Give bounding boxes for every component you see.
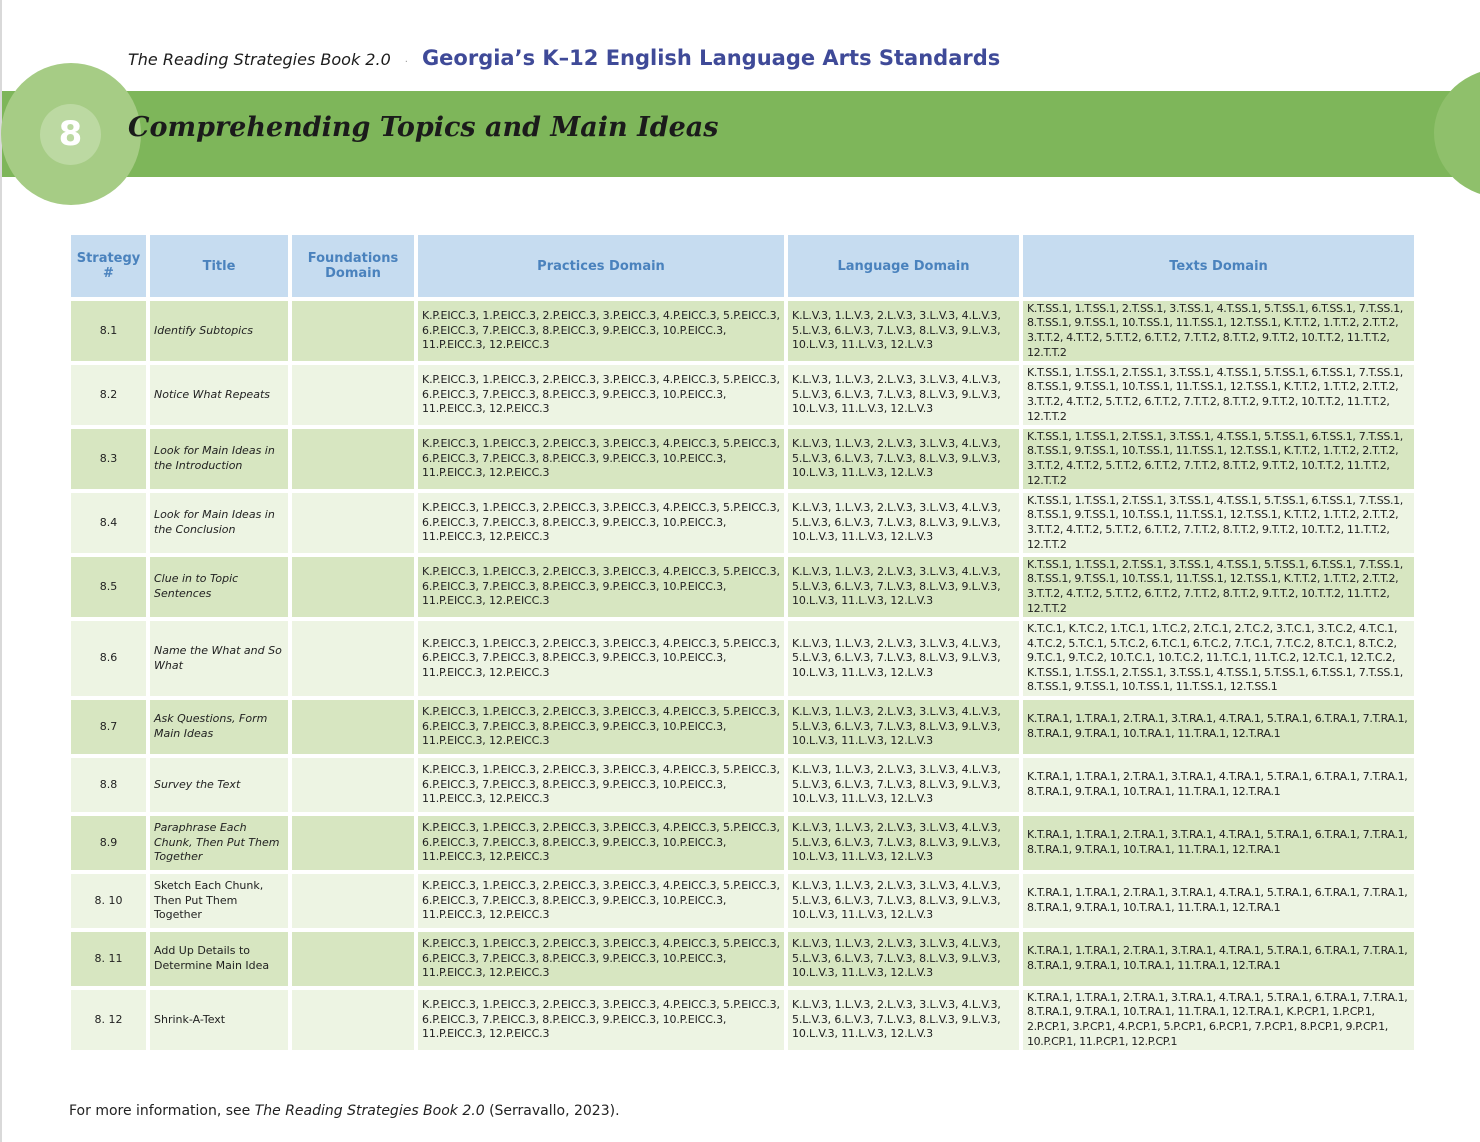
practices-cell: K.P.EICC.3, 1.P.EICC.3, 2.P.EICC.3, 3.P.EICC.3, 4.P.EICC.3, 5.P.EICC.3, 6.P.EICC.3, 7.P.EICC.3, 8.P.EICC.3, 9.P.EICC.3, 10.P.EICC.3, 11.P.EICC.3, 12.P.EICC.3 (418, 301, 784, 361)
header-separator: · (404, 57, 408, 68)
col-header-texts: Texts Domain (1023, 235, 1414, 297)
strategy-number-cell: 8.1 (71, 301, 146, 361)
strategy-title-cell: Look for Main Ideas in the Introduction (150, 429, 288, 489)
language-cell: K.L.V.3, 1.L.V.3, 2.L.V.3, 3.L.V.3, 4.L.V.3, 5.L.V.3, 6.L.V.3, 7.L.V.3, 8.L.V.3, 9.L.V.3, 10.L.V.3, 11.L.V.3, 12.L.V.3 (788, 990, 1019, 1050)
strategy-number-cell: 8.2 (71, 365, 146, 425)
col-header-foundations: Foundations Domain (292, 235, 414, 297)
table-row (71, 301, 1414, 361)
practices-cell: K.P.EICC.3, 1.P.EICC.3, 2.P.EICC.3, 3.P.EICC.3, 4.P.EICC.3, 5.P.EICC.3, 6.P.EICC.3, 7.P.EICC.3, 8.P.EICC.3, 9.P.EICC.3, 10.P.EICC.3, 11.P.EICC.3, 12.P.EICC.3 (418, 700, 784, 754)
foundations-cell (292, 365, 414, 425)
texts-cell: K.T.C.1, K.T.C.2, 1.T.C.1, 1.T.C.2, 2.T.C.1, 2.T.C.2, 3.T.C.1, 3.T.C.2, 4.T.C.1, 4.T.C.2, 5.T.C.1, 5.T.C.2, 6.T.C.1, 6.T.C.2, 7.T.C.1, 7.T.C.2, 8.T.C.1, 8.T.C.2, 9.T.C.1, 9.T.C.2, 10.T.C.1, 10.T.C.2, 11.T.C.1, 11.T.C.2, 12.T.C.1, 12.T.C.2, K.T.SS.1, 1.T.SS.1, 2.T.SS.1, 3.T.SS.1, 4.T.SS.1, 5.T.SS.1, 6.T.SS.1, 7.T.SS.1, 8.T.SS.1, 9.T.SS.1, 10.T.SS.1, 11.T.SS.1, 12.T.SS.1 (1023, 621, 1414, 696)
practices-cell: K.P.EICC.3, 1.P.EICC.3, 2.P.EICC.3, 3.P.EICC.3, 4.P.EICC.3, 5.P.EICC.3, 6.P.EICC.3, 7.P.EICC.3, 8.P.EICC.3, 9.P.EICC.3, 10.P.EICC.3, 11.P.EICC.3, 12.P.EICC.3 (418, 816, 784, 870)
practices-cell: K.P.EICC.3, 1.P.EICC.3, 2.P.EICC.3, 3.P.EICC.3, 4.P.EICC.3, 5.P.EICC.3, 6.P.EICC.3, 7.P.EICC.3, 8.P.EICC.3, 9.P.EICC.3, 10.P.EICC.3, 11.P.EICC.3, 12.P.EICC.3 (418, 932, 784, 986)
strategy-number-cell: 8.8 (71, 758, 146, 812)
strategy-title-cell: Add Up Details to Determine Main Idea (150, 932, 288, 986)
language-cell: K.L.V.3, 1.L.V.3, 2.L.V.3, 3.L.V.3, 4.L.V.3, 5.L.V.3, 6.L.V.3, 7.L.V.3, 8.L.V.3, 9.L.V.3, 10.L.V.3, 11.L.V.3, 12.L.V.3 (788, 932, 1019, 986)
footer-prefix: For more information, see (69, 1103, 255, 1119)
strategy-title-cell: Name the What and So What (150, 621, 288, 696)
language-cell: K.L.V.3, 1.L.V.3, 2.L.V.3, 3.L.V.3, 4.L.V.3, 5.L.V.3, 6.L.V.3, 7.L.V.3, 8.L.V.3, 9.L.V.3, 10.L.V.3, 11.L.V.3, 12.L.V.3 (788, 493, 1019, 553)
strategy-number-cell: 8. 12 (71, 990, 146, 1050)
strategy-number-cell: 8.7 (71, 700, 146, 754)
practices-cell: K.P.EICC.3, 1.P.EICC.3, 2.P.EICC.3, 3.P.EICC.3, 4.P.EICC.3, 5.P.EICC.3, 6.P.EICC.3, 7.P.EICC.3, 8.P.EICC.3, 9.P.EICC.3, 10.P.EICC.3, 11.P.EICC.3, 12.P.EICC.3 (418, 874, 784, 928)
chapter-title: Comprehending Topics and Main Ideas (128, 112, 719, 143)
col-header-strategy: Strategy # (71, 235, 146, 297)
language-cell: K.L.V.3, 1.L.V.3, 2.L.V.3, 3.L.V.3, 4.L.V.3, 5.L.V.3, 6.L.V.3, 7.L.V.3, 8.L.V.3, 9.L.V.3, 10.L.V.3, 11.L.V.3, 12.L.V.3 (788, 621, 1019, 696)
language-cell: K.L.V.3, 1.L.V.3, 2.L.V.3, 3.L.V.3, 4.L.V.3, 5.L.V.3, 6.L.V.3, 7.L.V.3, 8.L.V.3, 9.L.V.3, 10.L.V.3, 11.L.V.3, 12.L.V.3 (788, 816, 1019, 870)
strategy-title-cell: Shrink-A-Text (150, 990, 288, 1050)
foundations-cell (292, 301, 414, 361)
texts-cell: K.T.SS.1, 1.T.SS.1, 2.T.SS.1, 3.T.SS.1, 4.T.SS.1, 5.T.SS.1, 6.T.SS.1, 7.T.SS.1, 8.T.SS.1, 9.T.SS.1, 10.T.SS.1, 11.T.SS.1, 12.T.SS.1, K.T.T.2, 1.T.T.2, 2.T.T.2, 3.T.T.2, 4.T.T.2, 5.T.T.2, 6.T.T.2, 7.T.T.2, 8.T.T.2, 9.T.T.2, 10.T.T.2, 11.T.T.2, 12.T.T.2 (1023, 365, 1414, 425)
chapter-number: 8 (58, 114, 83, 154)
strategy-number-cell: 8.6 (71, 621, 146, 696)
standards-title: Georgia’s K–12 English Language Arts Standards (421, 46, 1001, 70)
table-row (71, 758, 1414, 812)
texts-cell: K.T.RA.1, 1.T.RA.1, 2.T.RA.1, 3.T.RA.1, 4.T.RA.1, 5.T.RA.1, 6.T.RA.1, 7.T.RA.1, 8.T.RA.1, 9.T.RA.1, 10.T.RA.1, 11.T.RA.1, 12.T.RA.1 (1023, 932, 1414, 986)
practices-cell: K.P.EICC.3, 1.P.EICC.3, 2.P.EICC.3, 3.P.EICC.3, 4.P.EICC.3, 5.P.EICC.3, 6.P.EICC.3, 7.P.EICC.3, 8.P.EICC.3, 9.P.EICC.3, 10.P.EICC.3, 11.P.EICC.3, 12.P.EICC.3 (418, 493, 784, 553)
decorative-circle-right (1434, 68, 1480, 198)
strategy-title-cell: Identify Subtopics (150, 301, 288, 361)
language-cell: K.L.V.3, 1.L.V.3, 2.L.V.3, 3.L.V.3, 4.L.V.3, 5.L.V.3, 6.L.V.3, 7.L.V.3, 8.L.V.3, 9.L.V.3, 10.L.V.3, 11.L.V.3, 12.L.V.3 (788, 365, 1019, 425)
foundations-cell (292, 990, 414, 1050)
language-cell: K.L.V.3, 1.L.V.3, 2.L.V.3, 3.L.V.3, 4.L.V.3, 5.L.V.3, 6.L.V.3, 7.L.V.3, 8.L.V.3, 9.L.V.3, 10.L.V.3, 11.L.V.3, 12.L.V.3 (788, 758, 1019, 812)
strategy-title-cell: Notice What Repeats (150, 365, 288, 425)
strategy-number-cell: 8. 10 (71, 874, 146, 928)
practices-cell: K.P.EICC.3, 1.P.EICC.3, 2.P.EICC.3, 3.P.EICC.3, 4.P.EICC.3, 5.P.EICC.3, 6.P.EICC.3, 7.P.EICC.3, 8.P.EICC.3, 9.P.EICC.3, 10.P.EICC.3, 11.P.EICC.3, 12.P.EICC.3 (418, 557, 784, 617)
strategy-number-cell: 8. 11 (71, 932, 146, 986)
practices-cell: K.P.EICC.3, 1.P.EICC.3, 2.P.EICC.3, 3.P.EICC.3, 4.P.EICC.3, 5.P.EICC.3, 6.P.EICC.3, 7.P.EICC.3, 8.P.EICC.3, 9.P.EICC.3, 10.P.EICC.3, 11.P.EICC.3, 12.P.EICC.3 (418, 365, 784, 425)
foundations-cell (292, 932, 414, 986)
col-header-language: Language Domain (788, 235, 1019, 297)
strategy-title-cell: Paraphrase Each Chunk, Then Put Them Together (150, 816, 288, 870)
footer-book-title: The Reading Strategies Book 2.0 (254, 1103, 485, 1119)
texts-cell: K.T.RA.1, 1.T.RA.1, 2.T.RA.1, 3.T.RA.1, 4.T.RA.1, 5.T.RA.1, 6.T.RA.1, 7.T.RA.1, 8.T.RA.1, 9.T.RA.1, 10.T.RA.1, 11.T.RA.1, 12.T.RA.1 (1023, 816, 1414, 870)
footer-note (69, 1103, 620, 1119)
foundations-cell (292, 874, 414, 928)
texts-cell: K.T.SS.1, 1.T.SS.1, 2.T.SS.1, 3.T.SS.1, 4.T.SS.1, 5.T.SS.1, 6.T.SS.1, 7.T.SS.1, 8.T.SS.1, 9.T.SS.1, 10.T.SS.1, 11.T.SS.1, 12.T.SS.1, K.T.T.2, 1.T.T.2, 2.T.T.2, 3.T.T.2, 4.T.T.2, 5.T.T.2, 6.T.T.2, 7.T.T.2, 8.T.T.2, 9.T.T.2, 10.T.T.2, 11.T.T.2, 12.T.T.2 (1023, 301, 1414, 361)
col-header-practices: Practices Domain (418, 235, 784, 297)
strategy-number-cell: 8.4 (71, 493, 146, 553)
texts-cell: K.T.RA.1, 1.T.RA.1, 2.T.RA.1, 3.T.RA.1, 4.T.RA.1, 5.T.RA.1, 6.T.RA.1, 7.T.RA.1, 8.T.RA.1, 9.T.RA.1, 10.T.RA.1, 11.T.RA.1, 12.T.RA.1 (1023, 874, 1414, 928)
language-cell: K.L.V.3, 1.L.V.3, 2.L.V.3, 3.L.V.3, 4.L.V.3, 5.L.V.3, 6.L.V.3, 7.L.V.3, 8.L.V.3, 9.L.V.3, 10.L.V.3, 11.L.V.3, 12.L.V.3 (788, 429, 1019, 489)
texts-cell: K.T.RA.1, 1.T.RA.1, 2.T.RA.1, 3.T.RA.1, 4.T.RA.1, 5.T.RA.1, 6.T.RA.1, 7.T.RA.1, 8.T.RA.1, 9.T.RA.1, 10.T.RA.1, 11.T.RA.1, 12.T.RA.1 (1023, 758, 1414, 812)
col-header-title: Title (150, 235, 288, 297)
foundations-cell (292, 816, 414, 870)
practices-cell: K.P.EICC.3, 1.P.EICC.3, 2.P.EICC.3, 3.P.EICC.3, 4.P.EICC.3, 5.P.EICC.3, 6.P.EICC.3, 7.P.EICC.3, 8.P.EICC.3, 9.P.EICC.3, 10.P.EICC.3, 11.P.EICC.3, 12.P.EICC.3 (418, 758, 784, 812)
table-row (71, 932, 1414, 986)
language-cell: K.L.V.3, 1.L.V.3, 2.L.V.3, 3.L.V.3, 4.L.V.3, 5.L.V.3, 6.L.V.3, 7.L.V.3, 8.L.V.3, 9.L.V.3, 10.L.V.3, 11.L.V.3, 12.L.V.3 (788, 874, 1019, 928)
table-row (71, 990, 1414, 1050)
foundations-cell (292, 621, 414, 696)
strategy-number-cell: 8.3 (71, 429, 146, 489)
language-cell: K.L.V.3, 1.L.V.3, 2.L.V.3, 3.L.V.3, 4.L.V.3, 5.L.V.3, 6.L.V.3, 7.L.V.3, 8.L.V.3, 9.L.V.3, 10.L.V.3, 11.L.V.3, 12.L.V.3 (788, 301, 1019, 361)
texts-cell: K.T.RA.1, 1.T.RA.1, 2.T.RA.1, 3.T.RA.1, 4.T.RA.1, 5.T.RA.1, 6.T.RA.1, 7.T.RA.1, 8.T.RA.1, 9.T.RA.1, 10.T.RA.1, 11.T.RA.1, 12.T.RA.1 (1023, 700, 1414, 754)
table-row (71, 365, 1414, 425)
book-title: The Reading Strategies Book 2.0 (128, 50, 391, 69)
foundations-cell (292, 493, 414, 553)
foundations-cell (292, 557, 414, 617)
strategy-title-cell: Clue in to Topic Sentences (150, 557, 288, 617)
foundations-cell (292, 758, 414, 812)
texts-cell: K.T.RA.1, 1.T.RA.1, 2.T.RA.1, 3.T.RA.1, 4.T.RA.1, 5.T.RA.1, 6.T.RA.1, 7.T.RA.1, 8.T.RA.1, 9.T.RA.1, 10.T.RA.1, 11.T.RA.1, 12.T.RA.1, K.P.CP.1, 1.P.CP.1, 2.P.CP.1, 3.P.CP.1, 4.P.CP.1, 5.P.CP.1, 6.P.CP.1, 7.P.CP.1, 8.P.CP.1, 9.P.CP.1, 10.P.CP.1, 11.P.CP.1, 12.P.CP.1 (1023, 990, 1414, 1050)
footer-suffix: (Serravallo, 2023). (484, 1103, 620, 1119)
foundations-cell (292, 429, 414, 489)
table-row (71, 429, 1414, 489)
strategy-title-cell: Look for Main Ideas in the Conclusion (150, 493, 288, 553)
standards-table (67, 231, 1418, 1054)
practices-cell: K.P.EICC.3, 1.P.EICC.3, 2.P.EICC.3, 3.P.EICC.3, 4.P.EICC.3, 5.P.EICC.3, 6.P.EICC.3, 7.P.EICC.3, 8.P.EICC.3, 9.P.EICC.3, 10.P.EICC.3, 11.P.EICC.3, 12.P.EICC.3 (418, 990, 784, 1050)
table-row (71, 493, 1414, 553)
table-row (71, 874, 1414, 928)
texts-cell: K.T.SS.1, 1.T.SS.1, 2.T.SS.1, 3.T.SS.1, 4.T.SS.1, 5.T.SS.1, 6.T.SS.1, 7.T.SS.1, 8.T.SS.1, 9.T.SS.1, 10.T.SS.1, 11.T.SS.1, 12.T.SS.1, K.T.T.2, 1.T.T.2, 2.T.T.2, 3.T.T.2, 4.T.T.2, 5.T.T.2, 6.T.T.2, 7.T.T.2, 8.T.T.2, 9.T.T.2, 10.T.T.2, 11.T.T.2, 12.T.T.2 (1023, 429, 1414, 489)
strategy-number-cell: 8.5 (71, 557, 146, 617)
table-header-row (71, 235, 1414, 297)
table-row (71, 557, 1414, 617)
texts-cell: K.T.SS.1, 1.T.SS.1, 2.T.SS.1, 3.T.SS.1, 4.T.SS.1, 5.T.SS.1, 6.T.SS.1, 7.T.SS.1, 8.T.SS.1, 9.T.SS.1, 10.T.SS.1, 11.T.SS.1, 12.T.SS.1, K.T.T.2, 1.T.T.2, 2.T.T.2, 3.T.T.2, 4.T.T.2, 5.T.T.2, 6.T.T.2, 7.T.T.2, 8.T.T.2, 9.T.T.2, 10.T.T.2, 11.T.T.2, 12.T.T.2 (1023, 557, 1414, 617)
language-cell: K.L.V.3, 1.L.V.3, 2.L.V.3, 3.L.V.3, 4.L.V.3, 5.L.V.3, 6.L.V.3, 7.L.V.3, 8.L.V.3, 9.L.V.3, 10.L.V.3, 11.L.V.3, 12.L.V.3 (788, 700, 1019, 754)
foundations-cell (292, 700, 414, 754)
strategy-title-cell: Sketch Each Chunk, Then Put Them Together (150, 874, 288, 928)
language-cell: K.L.V.3, 1.L.V.3, 2.L.V.3, 3.L.V.3, 4.L.V.3, 5.L.V.3, 6.L.V.3, 7.L.V.3, 8.L.V.3, 9.L.V.3, 10.L.V.3, 11.L.V.3, 12.L.V.3 (788, 557, 1019, 617)
strategy-title-cell: Ask Questions, Form Main Ideas (150, 700, 288, 754)
page-header (128, 46, 1000, 76)
practices-cell: K.P.EICC.3, 1.P.EICC.3, 2.P.EICC.3, 3.P.EICC.3, 4.P.EICC.3, 5.P.EICC.3, 6.P.EICC.3, 7.P.EICC.3, 8.P.EICC.3, 9.P.EICC.3, 10.P.EICC.3, 11.P.EICC.3, 12.P.EICC.3 (418, 429, 784, 489)
strategy-title-cell: Survey the Text (150, 758, 288, 812)
practices-cell: K.P.EICC.3, 1.P.EICC.3, 2.P.EICC.3, 3.P.EICC.3, 4.P.EICC.3, 5.P.EICC.3, 6.P.EICC.3, 7.P.EICC.3, 8.P.EICC.3, 9.P.EICC.3, 10.P.EICC.3, 11.P.EICC.3, 12.P.EICC.3 (418, 621, 784, 696)
table-row (71, 816, 1414, 870)
texts-cell: K.T.SS.1, 1.T.SS.1, 2.T.SS.1, 3.T.SS.1, 4.T.SS.1, 5.T.SS.1, 6.T.SS.1, 7.T.SS.1, 8.T.SS.1, 9.T.SS.1, 10.T.SS.1, 11.T.SS.1, 12.T.SS.1, K.T.T.2, 1.T.T.2, 2.T.T.2, 3.T.T.2, 4.T.T.2, 5.T.T.2, 6.T.T.2, 7.T.T.2, 8.T.T.2, 9.T.T.2, 10.T.T.2, 11.T.T.2, 12.T.T.2 (1023, 493, 1414, 553)
table-row (71, 621, 1414, 696)
strategy-number-cell: 8.9 (71, 816, 146, 870)
table-row (71, 700, 1414, 754)
